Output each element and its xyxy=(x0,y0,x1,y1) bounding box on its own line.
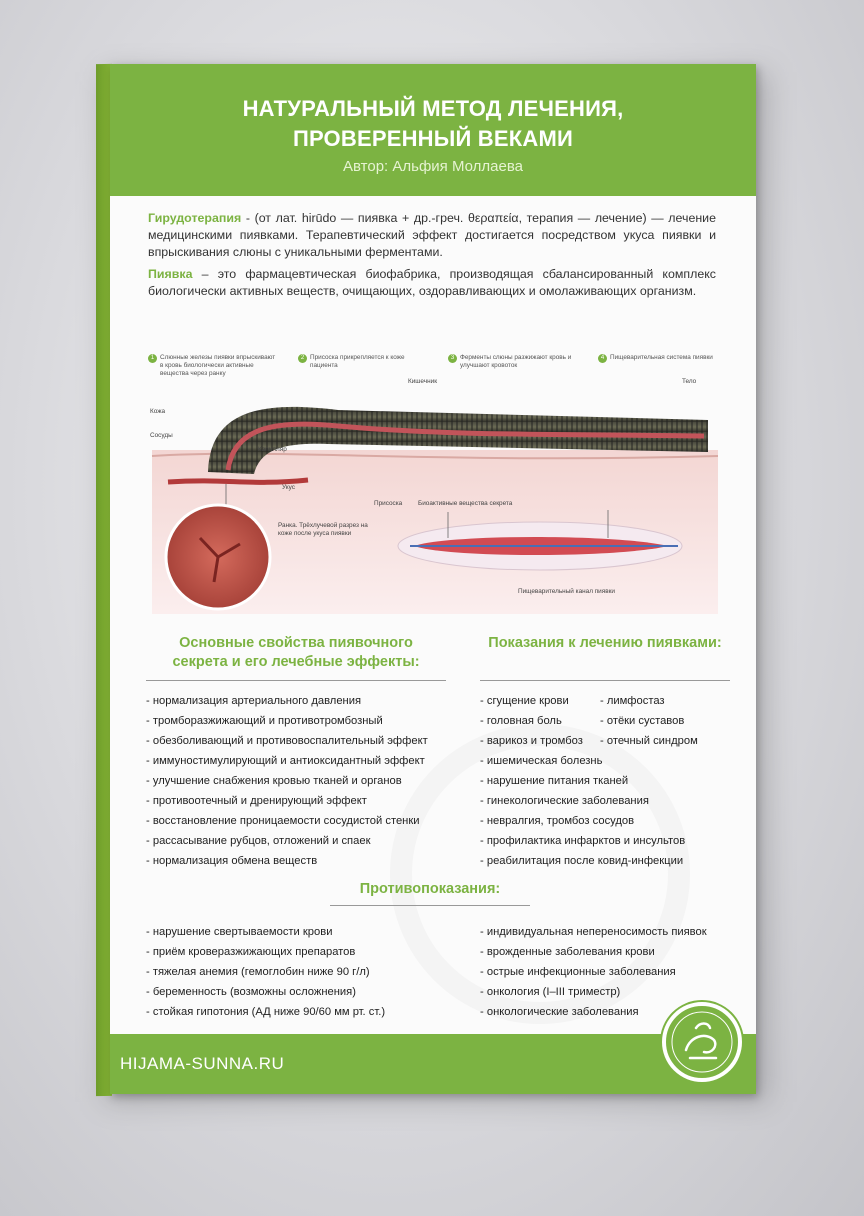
property-item: - рассасывание рубцов, отложений и спаек xyxy=(146,831,446,851)
property-item: - иммуностимулирующий и антиоксидантный эффект xyxy=(146,751,446,771)
poster-canvas xyxy=(110,64,756,1094)
label-bite: Укус xyxy=(282,484,295,491)
property-item: - нормализация артериального давления xyxy=(146,691,446,711)
indication-item: - реабилитация после ковид-инфекции xyxy=(480,851,730,871)
leech-definition xyxy=(148,266,716,300)
callout-text-2: Присоска прикрепляется к коже пациента xyxy=(310,354,405,369)
poster-footer xyxy=(110,1034,756,1094)
property-item: - противоотечный и дренирующий эффект xyxy=(146,791,446,811)
indication-item: - отечный синдром xyxy=(600,735,698,747)
hirudo-definition xyxy=(148,210,716,261)
properties-divider xyxy=(146,680,446,681)
contraindication-item: - беременность (возможны осложнения) xyxy=(146,982,446,1002)
calligraphy-logo-icon xyxy=(666,1006,738,1078)
callout-number-3: 3 xyxy=(448,354,457,363)
callout-number-4: 4 xyxy=(598,354,607,363)
hirudo-text: - (от лат. hirūdo — пиявка + др.-греч. θεραπεία, терапия — лечение) — лечение медицинскими пиявками. Терапевтический эффект достигается посредством укуса пиявки и впрыскивания слюны с уникальными ферментами. xyxy=(148,211,716,259)
poster-title-line2: ПРОВЕРЕННЫЙ ВЕКАМИ xyxy=(292,126,574,151)
contraindication-item: - врожденные заболевания крови xyxy=(480,942,730,962)
contraindications-title: Противопоказания: xyxy=(359,881,501,897)
indications-title: Показания к лечению пиявками: xyxy=(488,635,722,651)
blood-vessel xyxy=(168,480,308,482)
contraindication-item: - онкология (I–III триместр) xyxy=(480,982,730,1002)
indication-item: - гинекологические заболевания xyxy=(480,791,730,811)
contraindications-header xyxy=(310,880,550,906)
label-skin: Кожа xyxy=(150,408,166,415)
label-sucker: Присоска xyxy=(374,500,403,507)
callout-text-4: Пищеварительная система пиявки xyxy=(610,354,713,361)
indication-item: - нарушение питания тканей xyxy=(480,771,730,791)
contraindications-list-left xyxy=(146,922,446,1022)
contraindication-item: - тяжелая анемия (гемоглобин ниже 90 г/л) xyxy=(146,962,446,982)
contraindication-item: - приём кроверазжижающих препаратов xyxy=(146,942,446,962)
contraindications-divider xyxy=(330,905,530,906)
indication-item: - невралгия, тромбоз сосудов xyxy=(480,811,730,831)
indication-item: - профилактика инфарктов и инсультов xyxy=(480,831,730,851)
indication-item: - ишемическая болезнь xyxy=(480,751,730,771)
label-vessels: Сосуды xyxy=(150,432,173,439)
property-item: - обезболивающий и противовоспалительный эффект xyxy=(146,731,446,751)
properties-title-line1: Основные свойства пиявочного xyxy=(179,635,413,651)
leech-text: – это фармацевтическая биофабрика, производящая сбалансированный комплекс биологически активных веществ, очищающих, оздоравливающих и омолаживающих организм. xyxy=(148,267,716,298)
property-item: - тромборазжижающий и противотромбозный xyxy=(146,711,446,731)
label-capillary: Капилляр xyxy=(258,446,287,453)
contraindication-item: - индивидуальная непереносимость пиявок xyxy=(480,922,730,942)
indications-grid xyxy=(480,691,730,751)
hirudo-term: Гирудотерапия xyxy=(148,211,242,225)
note-secretion: Биоактивные вещества секрета xyxy=(418,500,513,507)
label-intestine: Кишечник xyxy=(408,378,437,385)
note-gut: Пищеварительный канал пиявки xyxy=(518,588,615,595)
property-item: - нормализация обмена веществ xyxy=(146,851,446,871)
leech-term: Пиявка xyxy=(148,267,193,281)
indications-divider xyxy=(480,680,730,681)
site-url: HIJAMA-SUNNA.RU xyxy=(120,1054,285,1073)
property-item: - восстановление проницаемости сосудистой стенки xyxy=(146,811,446,831)
indication-item: - сгущение крови xyxy=(480,695,569,707)
poster-author: Автор: Альфия Моллаева xyxy=(343,158,523,175)
indication-item: - лимфостаз xyxy=(600,695,665,707)
contraindication-item: - стойкая гипотония (АД ниже 90/60 мм рт. ст.) xyxy=(146,1002,446,1022)
properties-section xyxy=(146,634,446,871)
property-item: - улучшение снабжения кровью тканей и органов xyxy=(146,771,446,791)
contraindication-item: - нарушение свертываемости крови xyxy=(146,922,446,942)
intro-section xyxy=(110,196,756,300)
callout-number-2: 2 xyxy=(298,354,307,363)
poster-header xyxy=(110,64,756,196)
note-wound: Ранка. Трёхлучевой разрез на коже после укуса пиявки xyxy=(278,522,368,537)
indication-item: - отёки суставов xyxy=(600,715,685,727)
leech-anatomy-illustration xyxy=(148,352,718,614)
contraindication-item: - онкологические заболевания xyxy=(480,1002,730,1022)
callout-number-1: 1 xyxy=(148,354,157,363)
indications-list xyxy=(480,751,730,871)
anatomy-drawing xyxy=(148,352,718,614)
label-body: Тело xyxy=(682,378,697,385)
properties-title-line2: секрета и его лечебные эффекты: xyxy=(172,654,420,670)
indication-item: - варикоз и тромбоз xyxy=(480,735,583,747)
brand-logo-icon xyxy=(662,1002,742,1082)
callout-text-3: Ферменты слюны разжижают кровь и улучшают кровоток xyxy=(460,354,572,369)
contraindication-item: - острые инфекционные заболевания xyxy=(480,962,730,982)
indication-item: - головная боль xyxy=(480,715,562,727)
indications-section xyxy=(480,634,730,871)
properties-list xyxy=(146,691,446,871)
callout-text-1: Слюнные железы пиявки впрыскивают в кровь биологически активные вещества через ранку xyxy=(160,354,276,377)
poster-title-line1: НАТУРАЛЬНЫЙ МЕТОД ЛЕЧЕНИЯ, xyxy=(242,96,624,121)
